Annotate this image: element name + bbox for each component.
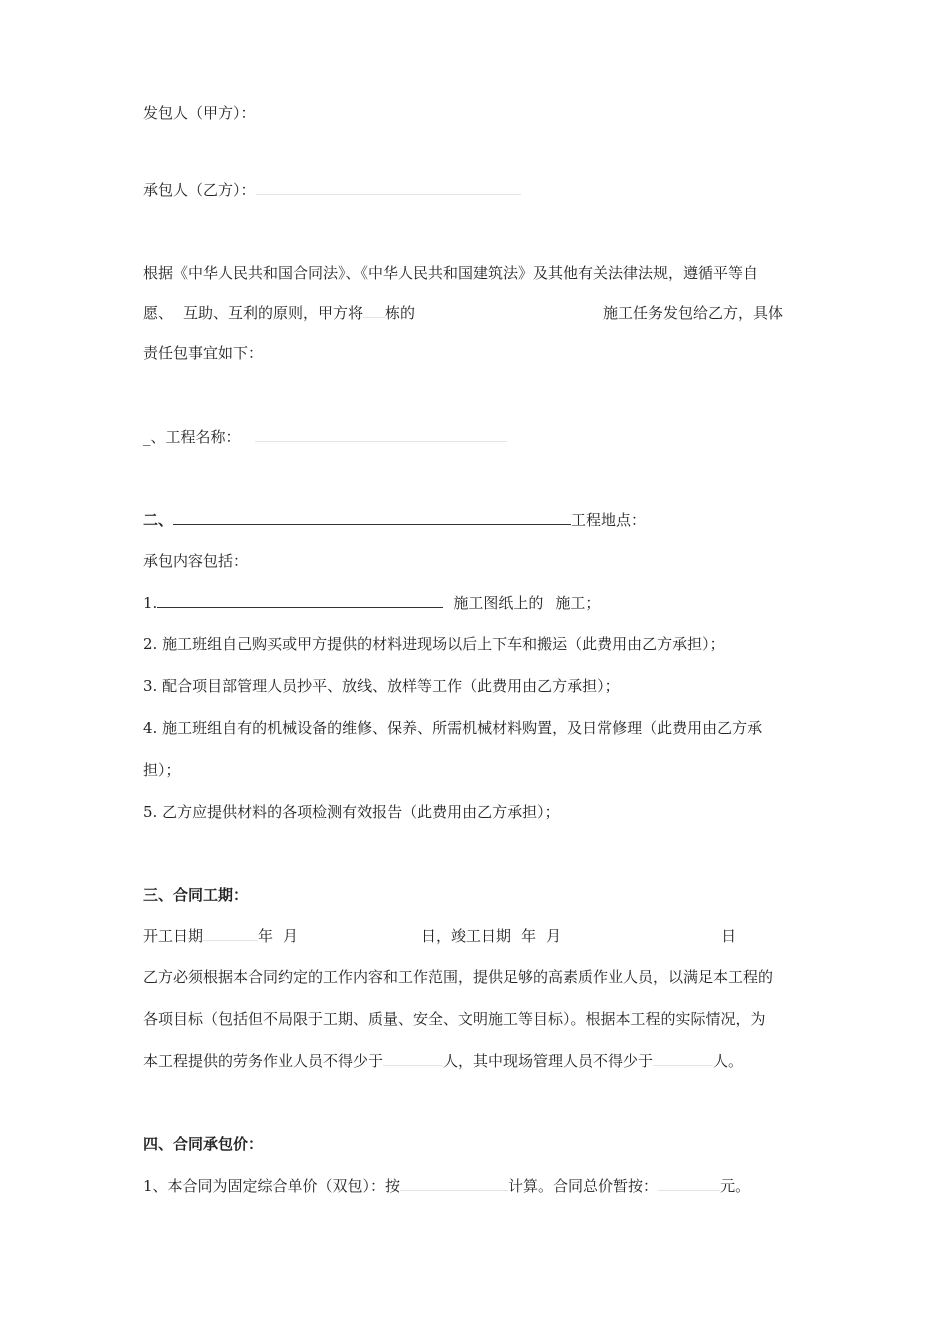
section-2-line [143, 510, 646, 530]
party-b-line [143, 180, 521, 200]
section-1-number: _、 [143, 428, 166, 446]
party-b-blank[interactable] [256, 180, 521, 195]
section-3-text-3b: 人，其中现场管理人员不得少于 [443, 1052, 654, 1070]
item-4-text-end: 担）； [143, 761, 181, 779]
party-b-label: 承包人（乙方）： [143, 181, 256, 199]
item-4-continued [143, 760, 181, 780]
item-3 [143, 676, 620, 696]
section-3-para-2 [143, 1009, 766, 1029]
item-5 [143, 802, 560, 822]
party-a-line [143, 103, 256, 123]
start-date-label: 开工日期 [143, 927, 204, 945]
item-2 [143, 634, 725, 654]
end-month-label: 月 [546, 927, 562, 945]
project-name-blank[interactable] [255, 427, 507, 442]
section-3-para-3 [143, 1051, 743, 1071]
total-price-blank[interactable] [658, 1176, 720, 1191]
intro-line-2 [143, 303, 783, 323]
end-date-label: 日，竣工日期 [421, 927, 512, 945]
labor-count-blank[interactable] [383, 1051, 443, 1066]
project-location-blank[interactable] [173, 510, 571, 525]
price-text-3: 元。 [720, 1177, 751, 1195]
item-5-text: 5. 乙方应提供材料的各项检测有效报告（此费用由乙方承担）； [143, 803, 560, 821]
intro-text-1: 根据《中华人民共和国合同法》、《中华人民共和国建筑法》及其他有关法律法规，遵循平等自 [143, 264, 759, 282]
project-name-label: 工程名称： [165, 428, 241, 446]
scope-line [143, 551, 248, 571]
start-month-label: 月 [283, 927, 299, 945]
section-4-title: 四、合同承包价： [143, 1135, 264, 1153]
intro-line-1 [143, 263, 758, 283]
manager-count-blank[interactable] [653, 1051, 713, 1066]
price-text-1: 1、本合同为固定综合单价（双包）：按 [143, 1177, 401, 1195]
section-3-text-3c: 人。 [713, 1052, 744, 1070]
item-4-text: 4. 施工班组自有的机械设备的维修、保养、所需机械材料购置，及日常修理（此费用由乙方承 [143, 719, 763, 737]
intro-text-2b: 互助、互利的原则，甲方将 [183, 304, 364, 322]
section-3-para-1 [143, 967, 773, 987]
item-2-text: 2. 施工班组自己购买或甲方提供的材料进现场以后上下车和搬运（此费用由乙方承担）； [143, 635, 725, 653]
start-year-label: 年 [258, 927, 274, 945]
section-3-title: 三、合同工期： [143, 886, 249, 904]
price-line [143, 1176, 750, 1196]
item-4 [143, 718, 762, 738]
intro-text-2d: 施工任务发包给乙方，具体 [603, 304, 784, 322]
section-3-text-2: 各项目标（包括但不局限于工期、质量、安全、文明施工等目标）。根据本工程的实际情况，为 [143, 1010, 766, 1028]
section-1-line [143, 427, 507, 447]
building-number-blank[interactable] [363, 303, 385, 318]
intro-text-3: 责任包事宜如下： [143, 344, 264, 362]
intro-line-3 [143, 343, 263, 363]
intro-text-2a: 愿、 [143, 304, 174, 322]
scope-heading: 承包内容包括： [143, 552, 249, 570]
item-1-blank[interactable] [157, 593, 443, 608]
price-text-2: 计算。合同总价暂按： [508, 1177, 659, 1195]
item-1-text: 施工图纸上的 [453, 594, 544, 612]
section-3-text-1: 乙方必须根据本合同约定的工作内容和工作范围，提供足够的高素质作业人员，以满足本工程的 [143, 968, 774, 986]
item-1-number: 1. [143, 594, 158, 612]
end-year-label: 年 [521, 927, 537, 945]
end-day-label: 日 [721, 927, 737, 945]
item-1-end: 施工； [555, 594, 601, 612]
start-year-blank[interactable] [203, 926, 258, 941]
unit-price-blank[interactable] [400, 1176, 508, 1191]
section-4-heading [143, 1134, 263, 1154]
section-3-text-3a: 本工程提供的劳务作业人员不得少于 [143, 1052, 384, 1070]
section-2-number: 二、 [143, 511, 174, 529]
party-a-label: 发包人（甲方）： [143, 104, 256, 122]
schedule-line [143, 926, 736, 946]
item-3-text: 3. 配合项目部管理人员抄平、放线、放样等工作（此费用由乙方承担）； [143, 677, 620, 695]
project-location-label: 工程地点： [571, 511, 647, 529]
item-1 [143, 593, 600, 613]
section-3-heading [143, 885, 248, 905]
intro-text-2c: 栋的 [385, 304, 416, 322]
